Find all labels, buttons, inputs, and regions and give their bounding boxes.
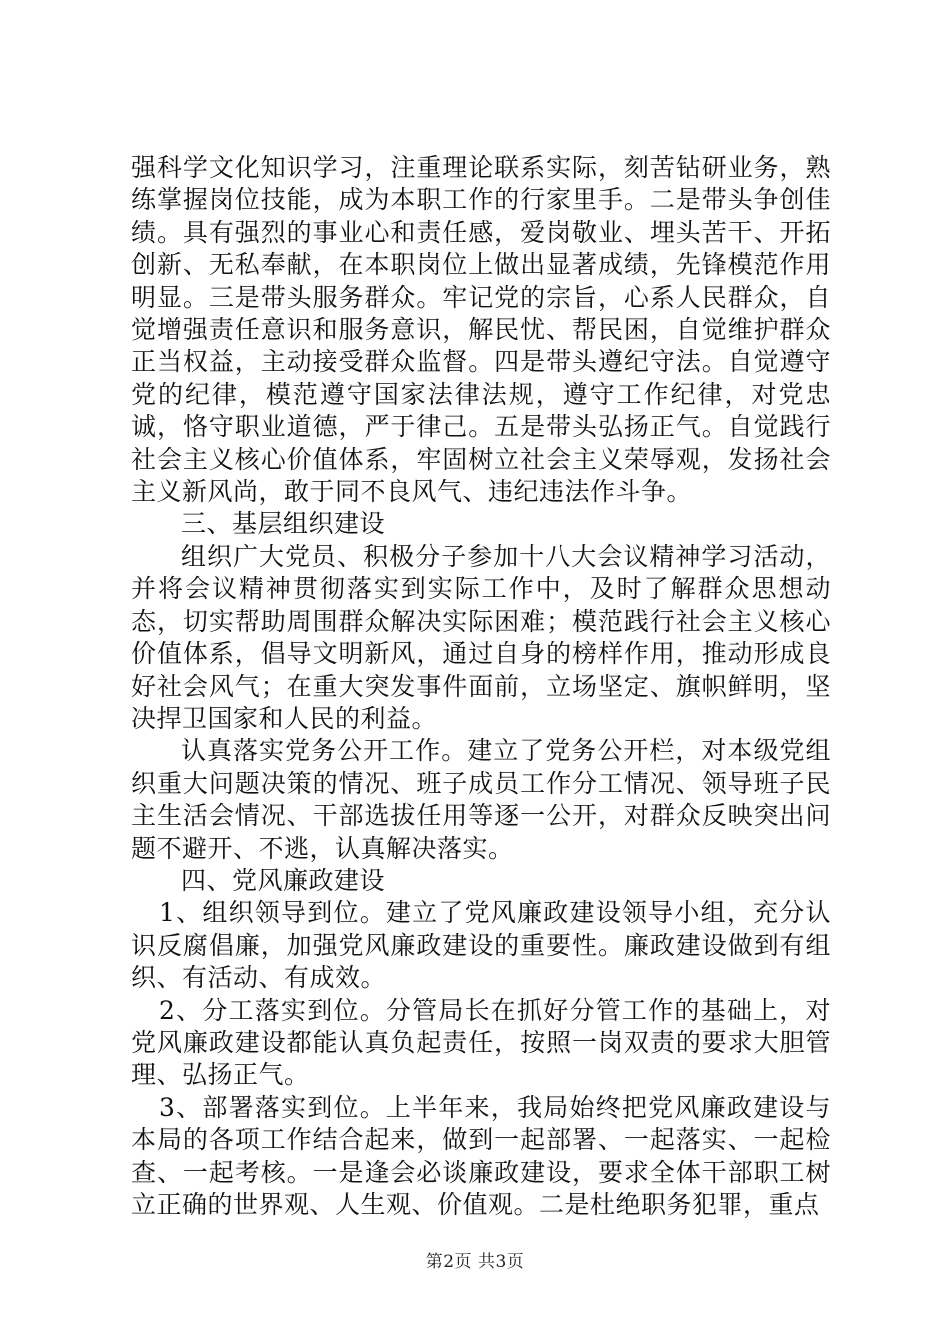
paragraph-party-affairs-disclosure: 认真落实党务公开工作。建立了党务公开栏，对本级党组织重大问题决策的情况、班子成员工作分工情况、领导班子民主生活会情况、干部选拔任用等逐一公开，对群众反映突出问题不避开、不逃，认真解决落实。 <box>131 736 831 863</box>
section-heading-integrity: 四、党风廉政建设 <box>181 865 386 895</box>
document-body <box>131 152 831 1221</box>
page-number-footer: 第2页 共3页 <box>425 1252 525 1272</box>
paragraph-continuation: 强科学文化知识学习，注重理论联系实际，刻苦钻研业务，熟练掌握岗位技能，成为本职工作的行家里手。二是带头争创佳绩。具有强烈的事业心和责任感，爱岗敬业、埋头苦干、开拓创新、无私奉献，在本职岗位上做出显著成绩，先锋模范作用明显。三是带头服务群众。牢记党的宗旨，心系人民群众，自觉增强责任意识和服务意识，解民忧、帮民困，自觉维护群众正当权益，主动接受群众监督。四是带头遵纪守法。自觉遵守党的纪律，模范遵守国家法律法规，遵守工作纪律，对党忠诚，恪守职业道德，严于律己。五是带头弘扬正气。自觉践行社会主义核心价值体系，牢固树立社会主义荣辱观，发扬社会主义新风尚，敢于同不良风气、违纪违法作斗争。 <box>131 153 831 507</box>
paragraph-item-1: 1、组织领导到位。建立了党风廉政建设领导小组，充分认识反腐倡廉，加强党风廉政建设的重要性。廉政建设做到有组织、有活动、有成效。 <box>131 898 831 993</box>
paragraph-grassroots-study: 组织广大党员、积极分子参加十八大会议精神学习活动，并将会议精神贯彻落实到实际工作中，及时了解群众思想动态，切实帮助周围群众解决实际困难；模范践行社会主义核心价值体系，倡导文明新风，通过自身的榜样作用，推动形成良好社会风气；在重大突发事件面前，立场坚定、旗帜鲜明，坚决捍卫国家和人民的利益。 <box>131 541 831 733</box>
paragraph-item-3: 3、部署落实到位。上半年来，我局始终把党风廉政建设与本局的各项工作结合起来，做到一起部署、一起落实、一起检查、一起考核。一是逢会必谈廉政建设，要求全体干部职工树立正确的世界观、人生观、价值观。二是杜绝职务犯罪，重点 <box>131 1092 831 1219</box>
section-heading-grassroots: 三、基层组织建设 <box>181 509 386 539</box>
paragraph-item-2: 2、分工落实到位。分管局长在抓好分管工作的基础上，对党风廉政建设都能认真负起责任，按照一岗双责的要求大胆管理、弘扬正气。 <box>131 995 831 1090</box>
